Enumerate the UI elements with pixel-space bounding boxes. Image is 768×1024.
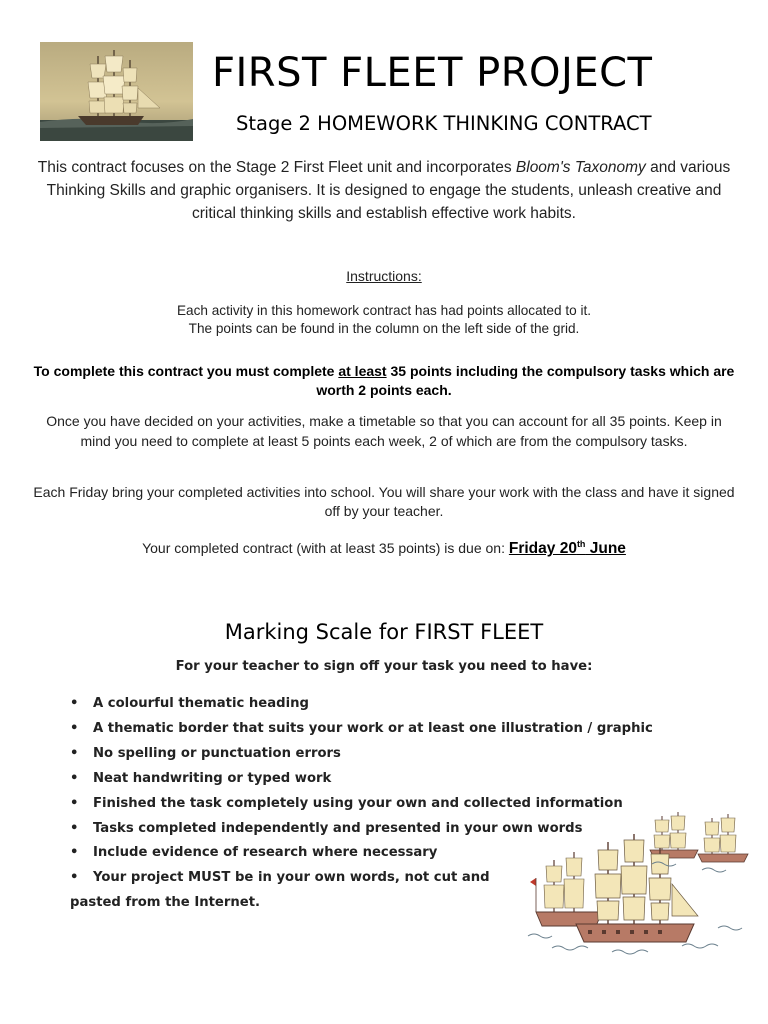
marking-scale-heading: Marking Scale for FIRST FLEET — [224, 620, 544, 644]
bullet-icon: • — [70, 696, 79, 711]
bullet-icon: • — [70, 820, 79, 836]
ship-painting-image — [40, 42, 193, 141]
page-title: FIRST FLEET PROJECT — [212, 50, 653, 96]
bullet-icon: • — [70, 870, 79, 886]
distant-ship-icon — [650, 812, 698, 858]
intro-text-start: This contract focuses on the Stage 2 First Fleet unit and incorporates — [37, 159, 516, 176]
instructions-heading: Instructions: — [346, 268, 422, 284]
bullet-icon: • — [70, 745, 79, 761]
at-least-underlined: at least — [338, 363, 387, 379]
distant-ship-icon — [698, 814, 748, 862]
blooms-taxonomy-emphasis: Bloom's Taxonomy — [515, 159, 646, 176]
criterion-text: No spelling or punctuation errors — [93, 745, 341, 761]
due-date-month: June — [585, 540, 626, 558]
timetable-paragraph: Once you have decided on your activities, make a timetable so that you can account for all 35 points. Keep in mind you need to complete at least 5 points each week, 2 of which are from the compulsory tasks. — [46, 413, 722, 449]
fleet-ships-illustration — [522, 808, 754, 960]
criterion-text: A thematic border that suits your work or at least one illustration / graphic — [93, 720, 653, 736]
criterion-text: Neat handwriting or typed work — [93, 770, 332, 786]
points-info-line-1: Each activity in this homework contract has had points allocated to it. — [176, 303, 592, 318]
bullet-icon: • — [70, 845, 79, 861]
completion-rule-end: 35 points including the compulsory tasks which are worth 2 points each. — [316, 363, 735, 398]
list-item — [70, 742, 670, 767]
bullet-icon: • — [70, 720, 79, 736]
completion-rule — [30, 362, 738, 400]
due-date-label: Your completed contract (with at least 35 points) is due on: — [142, 540, 509, 557]
list-item — [70, 717, 670, 742]
page-subtitle: Stage 2 HOMEWORK THINKING CONTRACT — [236, 112, 652, 135]
list-item — [70, 767, 670, 792]
criterion-text-line-2: pasted from the Internet. — [70, 895, 261, 911]
list-item — [70, 692, 670, 717]
intro-text-end: and various Thinking Skills and graphic organisers. It is designed to engage the students, unleash creative and critical thinking skills and establish effective work habits. — [46, 159, 731, 222]
criterion-text: A colourful thematic heading — [93, 696, 309, 711]
points-info — [30, 302, 738, 338]
due-date-value — [509, 540, 626, 557]
bullet-icon: • — [70, 795, 79, 811]
marking-scale-subheading: For your teacher to sign off your task you need to have: — [175, 659, 593, 674]
ship-icon — [530, 852, 602, 926]
criterion-text-line-1: Your project MUST be in your own words, not cut and — [93, 870, 490, 886]
bullet-icon: • — [70, 770, 79, 786]
due-date-day: Friday 20 — [508, 540, 577, 558]
completion-rule-start: To complete this contract you must complete — [33, 363, 339, 379]
criterion-text: Tasks completed independently and presented in your own words — [93, 820, 583, 836]
points-info-line-2: The points can be found in the column on the left side of the grid. — [188, 321, 580, 336]
due-date-line — [30, 534, 738, 559]
due-date-suffix: th — [576, 539, 586, 549]
intro-paragraph — [30, 156, 738, 225]
criterion-text: Include evidence of research where necessary — [93, 845, 438, 861]
friday-paragraph: Each Friday bring your completed activities into school. You will share your work with the class and have it signed off by your teacher. — [33, 484, 735, 519]
criterion-text: Finished the task completely using your own and collected information — [93, 795, 623, 811]
